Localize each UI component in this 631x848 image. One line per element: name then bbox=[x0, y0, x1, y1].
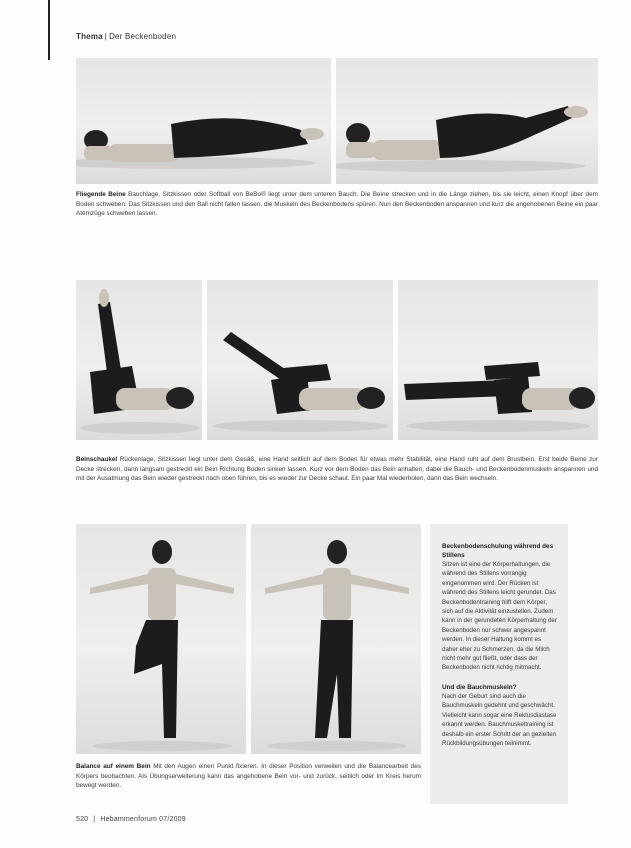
photo-beinschaukel-3 bbox=[398, 280, 598, 440]
photo-beinschaukel-2 bbox=[207, 280, 393, 440]
caption-fliegende-beine-title: Fliegende Beine bbox=[76, 191, 126, 198]
info-sidebar bbox=[430, 524, 568, 804]
margin-rule bbox=[48, 0, 50, 60]
caption-balance bbox=[76, 762, 421, 791]
photo-fliegende-beine-1 bbox=[76, 58, 331, 184]
caption-fliegende-beine-text: Bauchlage, Sitzkissen oder Softball von BeBo® liegt unter dem unteren Bauch. Die Beine strecken und in die Länge ziehen, bis sie leicht, einen Knopf über dem Boden schweben. Das Sitzkissen und den Ball nicht fallen lassen, die Muskeln des Beckenbodens spüren. Nun den Beckenboden anspannen und kurz die angehobenen Beine ein paar Atemzüge schweben lassen. bbox=[76, 191, 598, 218]
caption-fliegende-beine bbox=[76, 190, 598, 219]
sidebar-text-bauchmuskeln: Nach der Geburt sind auch die Bauchmuskeln gedehnt und geschwächt. Vielleicht kann sogar eine Rektusdiastase erkannt werden. Bauchmuskeltraining ist deshalb ein erster Schritt der an gezielten Rückbildungsübungen teilnimmt. bbox=[442, 692, 557, 747]
page-number: 520 bbox=[76, 816, 89, 823]
caption-balance-title: Balance auf einem Bein bbox=[76, 763, 151, 770]
caption-beinschaukel bbox=[76, 455, 598, 484]
photo-balance-2 bbox=[251, 524, 421, 754]
magazine-name: Hebammenforum bbox=[100, 816, 157, 823]
page-footer: 520 | Hebammenforum 07/2009 bbox=[76, 816, 186, 823]
issue-number: 07/2009 bbox=[159, 816, 186, 823]
header-topic: Der Beckenboden bbox=[109, 32, 177, 41]
page-header: Thema | Der Beckenboden bbox=[76, 32, 177, 41]
sidebar-text-stillen: Sitzen ist eine der Körperhaltungen, die während des Stillens vorrangig eingenommen wird. Der Rücken ist während des Stillens leicht gerundet. Das Beckenbodentraining hilft dem Körper, sich auf die Aktivität einzustellen. Zudem kann in der gerundeten Körperhaltung der Beckenboden nur schwer angespannt werden. In dieser Haltung kommt es daher eher zu Schmerzen, da die Milch nicht mehr gut fließt, oder dass der Beckenboden nicht richtig mitmacht. bbox=[442, 561, 557, 672]
caption-beinschaukel-title: Beinschaukel bbox=[76, 456, 118, 463]
photo-beinschaukel-1 bbox=[76, 280, 202, 440]
header-label: Thema bbox=[76, 32, 103, 41]
sidebar-title-stillen: Beckenbodenschulung während des Stillens bbox=[442, 543, 554, 559]
caption-beinschaukel-text: Rückenlage, Sitzkissen liegt unter dem Gesäß, eine Hand seitlich auf dem Boden für etwas mehr Stabilität, eine Hand ruht auf dem Brustbein. Erst beide Beine zur Decke strecken, dann langsam gestreckt ein Bein Richtung Boden sinken lassen. Kurz vor dem Boden das Bein anhalten, dabei die Bauch- und Beckenbodenmuskeln anspannen und mit der Ausatmung das Bein wieder gestreckt nach oben führen, bis es wieder zur Decke schaut. Ein paar Mal wiederholen, dann das Bein wechseln. bbox=[76, 456, 598, 483]
photo-fliegende-beine-2 bbox=[336, 58, 598, 184]
caption-balance-text: Mit den Augen einen Punkt fixieren. In dieser Position verweilen und die Balancearbeit des Körpers beobachten. Als Übungserweiterung kann das angehobene Bein vor- und zurück, seitlich oder im Kreis herum bewegt werden. bbox=[76, 763, 421, 790]
sidebar-title-bauchmuskeln: Und die Bauchmuskeln? bbox=[442, 683, 517, 691]
photo-balance-1 bbox=[76, 524, 246, 754]
